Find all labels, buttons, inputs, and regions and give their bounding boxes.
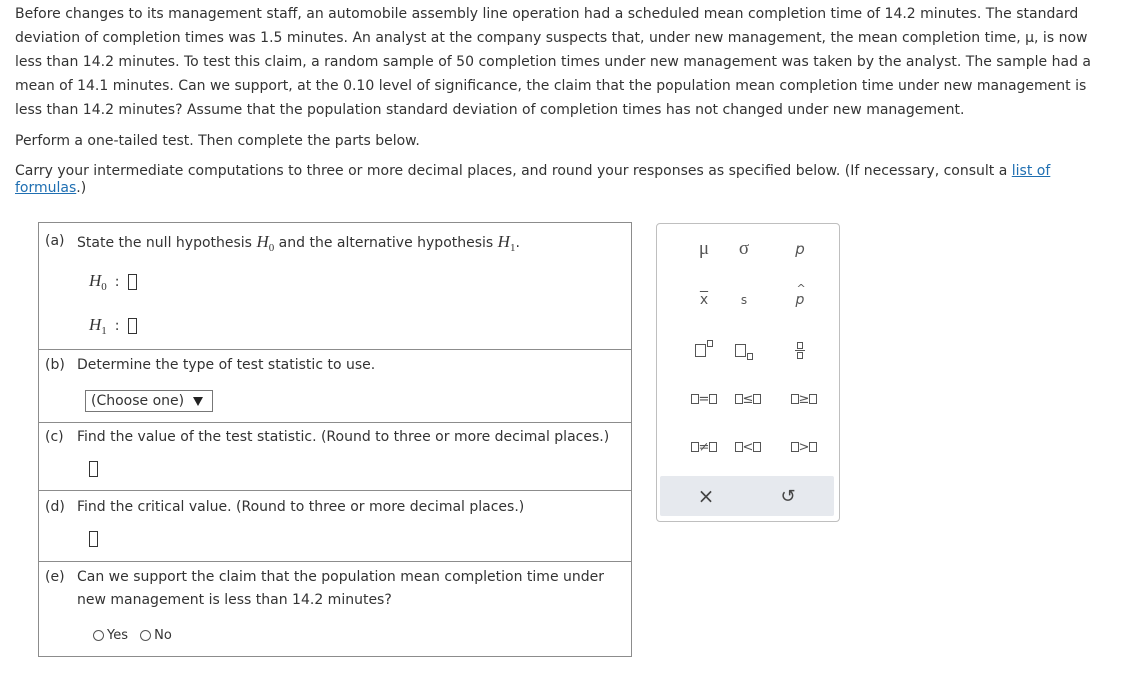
- yes-radio[interactable]: [93, 628, 128, 643]
- prompt-text: State the null hypothesis: [77, 235, 257, 251]
- prompt-text: .: [515, 235, 520, 251]
- sigma-button[interactable]: [720, 236, 768, 262]
- sigma-icon: σ: [738, 238, 750, 259]
- part-label: (b): [45, 357, 65, 373]
- problem-statement: [15, 2, 1115, 122]
- h0-subscript: 0: [101, 280, 107, 293]
- phat-icon: ^ p: [795, 282, 806, 308]
- yes-no-group: [93, 628, 180, 645]
- part-a-prompt: [77, 232, 520, 254]
- formulas-link-continued[interactable]: formulas: [15, 180, 77, 196]
- h1-row: [89, 315, 137, 337]
- question-panel: [38, 222, 632, 657]
- h0-symbol: H: [89, 271, 102, 290]
- part-label: (c): [45, 429, 64, 445]
- test-statistic-field[interactable]: [89, 461, 98, 477]
- subscript-icon: [735, 344, 753, 357]
- less-equal-icon: ≤: [742, 391, 754, 407]
- p-button[interactable]: [776, 236, 824, 262]
- not-equal-icon: ≠: [698, 439, 710, 455]
- equals-button[interactable]: [680, 386, 728, 412]
- colon: :: [114, 317, 120, 334]
- instruction-text: Carry your intermediate computations to three or more decimal places, and round your responses as specified below. (If necessary, consult a: [15, 163, 1012, 179]
- less-than-button[interactable]: [724, 434, 772, 460]
- box-icon: [735, 394, 743, 404]
- radio-circle-icon: [93, 630, 104, 641]
- phat-letter: p: [795, 292, 805, 308]
- less-equal-button[interactable]: [724, 386, 772, 412]
- h0-symbol: H: [256, 232, 269, 251]
- problem-line: less than 14.2 minutes? Assume that the population standard deviation of completion times has not changed under new management.: [15, 102, 965, 118]
- radio-circle-icon: [140, 630, 151, 641]
- part-b-prompt: Determine the type of test statistic to use.: [77, 357, 376, 373]
- h1-symbol: H: [89, 315, 102, 334]
- box-icon: [791, 442, 799, 452]
- part-a: [39, 223, 631, 350]
- box-icon: [691, 394, 699, 404]
- no-label: No: [154, 628, 172, 643]
- greater-than-button[interactable]: [780, 434, 828, 460]
- instruction-rounding: [15, 163, 1095, 197]
- problem-line: less than 14.2 minutes. To test this claim, a random sample of 50 completion times under new management was taken by the analyst. The sample had a: [15, 54, 1091, 70]
- instruction-end: .): [76, 180, 87, 196]
- box-icon: [809, 442, 817, 452]
- clear-icon: ×: [697, 484, 715, 508]
- colon: :: [114, 273, 120, 290]
- box-icon: [791, 394, 799, 404]
- mu-icon: μ: [698, 238, 710, 259]
- symbol-palette: [656, 223, 840, 522]
- part-e: [39, 562, 631, 655]
- fraction-icon: [795, 342, 805, 359]
- box-icon: [735, 442, 743, 452]
- part-e-prompt-line2: new management is less than 14.2 minutes?: [77, 592, 392, 608]
- undo-button[interactable]: [764, 483, 812, 509]
- subscript-button[interactable]: [720, 337, 768, 363]
- box-icon: [691, 442, 699, 452]
- problem-line: Before changes to its management staff, an automobile assembly line operation had a scheduled mean completion time of 14.2 minutes. The standard: [15, 6, 1079, 22]
- not-equal-button[interactable]: [680, 434, 728, 460]
- greater-equal-icon: ≥: [798, 391, 810, 407]
- box-icon: [753, 394, 761, 404]
- palette-footer: [660, 476, 834, 516]
- box-icon: [709, 394, 717, 404]
- problem-line: mean of 14.1 minutes. Can we support, at the 0.10 level of significance, the claim that the population mean completion time under new management is: [15, 78, 1087, 94]
- clear-button[interactable]: [682, 483, 730, 509]
- p-icon: p: [795, 240, 805, 258]
- greater-than-icon: >: [798, 439, 810, 455]
- s-icon: s: [740, 293, 748, 307]
- instruction-one-tailed: Perform a one-tailed test. Then complete the parts below.: [15, 133, 420, 149]
- box-icon: [709, 442, 717, 452]
- no-radio[interactable]: [140, 628, 172, 643]
- h1-subscript: 1: [509, 241, 516, 254]
- greater-equal-button[interactable]: [780, 386, 828, 412]
- yes-label: Yes: [107, 628, 128, 643]
- superscript-icon: [695, 344, 713, 357]
- select-value: (Choose one): [91, 393, 185, 409]
- part-label: (a): [45, 233, 65, 249]
- part-d: [39, 491, 631, 562]
- phat-button[interactable]: [776, 282, 824, 313]
- part-c-prompt: Find the value of the test statistic. (Round to three or more decimal places.): [77, 429, 610, 445]
- h1-answer-field[interactable]: [128, 318, 137, 334]
- h1-label: [89, 315, 107, 337]
- less-than-icon: <: [742, 439, 754, 455]
- part-c: [39, 423, 631, 491]
- box-icon: [809, 394, 817, 404]
- problem-line: deviation of completion times was 1.5 minutes. An analyst at the company suspects that, under new management, the mean completion time, μ, is now: [15, 30, 1088, 46]
- critical-value-field[interactable]: [89, 531, 98, 547]
- part-d-prompt: Find the critical value. (Round to three or more decimal places.): [77, 499, 525, 515]
- h0-answer-field[interactable]: [128, 274, 137, 290]
- h1-subscript: 1: [101, 324, 107, 337]
- xbar-icon: $\overline{x}$: [699, 292, 709, 308]
- test-statistic-select[interactable]: [85, 390, 213, 412]
- dropdown-caret-icon: [193, 397, 203, 406]
- part-label: (e): [45, 569, 65, 585]
- formulas-link[interactable]: list of: [1011, 163, 1051, 179]
- box-icon: [753, 442, 761, 452]
- h0-row: [89, 271, 137, 293]
- s-button[interactable]: [720, 287, 768, 313]
- fraction-button[interactable]: [776, 337, 824, 363]
- prompt-text: and the alternative hypothesis: [274, 235, 498, 251]
- part-b: [39, 350, 631, 423]
- equals-icon: =: [698, 391, 710, 407]
- h0-subscript: 0: [268, 241, 275, 254]
- undo-icon: ↺: [780, 485, 796, 507]
- part-label: (d): [45, 499, 65, 515]
- h1-symbol: H: [497, 232, 510, 251]
- h0-label: [89, 271, 107, 293]
- part-e-prompt-line1: Can we support the claim that the population mean completion time under: [77, 569, 605, 585]
